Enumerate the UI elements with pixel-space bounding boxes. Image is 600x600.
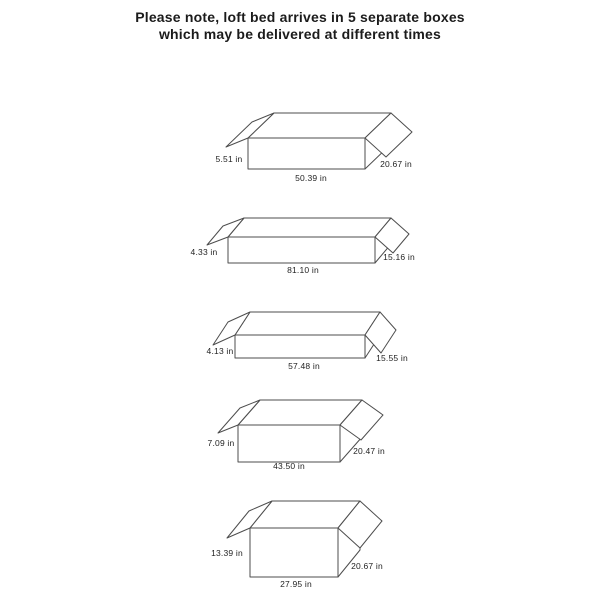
box-4-height-label: 7.09 in bbox=[207, 438, 235, 448]
box-5-front-face bbox=[250, 528, 338, 577]
box-2-illustration bbox=[191, 218, 415, 275]
box-1-depth-label: 20.67 in bbox=[380, 159, 412, 169]
box-3-depth-label: 15.55 in bbox=[376, 353, 408, 363]
box-5-illustration bbox=[211, 501, 383, 589]
box-3-top-opening bbox=[235, 312, 380, 335]
box-3-height-label: 4.13 in bbox=[206, 346, 234, 356]
box-2-depth-label: 15.16 in bbox=[383, 252, 415, 262]
box-1-illustration bbox=[216, 113, 412, 183]
box-2-front-face bbox=[228, 237, 375, 263]
title-line-1: Please note, loft bed arrives in 5 separate boxes bbox=[135, 9, 465, 25]
box-5-depth-label: 20.67 in bbox=[351, 561, 383, 571]
box-4-illustration bbox=[208, 400, 385, 471]
box-3-front-face bbox=[235, 335, 365, 358]
title-line-2: which may be delivered at different times bbox=[158, 26, 442, 42]
box-1-length-label: 50.39 in bbox=[295, 173, 327, 183]
box-2-length-label: 81.10 in bbox=[287, 265, 319, 275]
box-4-depth-label: 20.47 in bbox=[353, 446, 385, 456]
box-4-length-label: 43.50 in bbox=[273, 461, 305, 471]
box-3-illustration bbox=[207, 312, 408, 371]
box-3-length-label: 57.48 in bbox=[288, 361, 320, 371]
box-1-height-label: 5.51 in bbox=[215, 154, 243, 164]
box-2-height-label: 4.33 in bbox=[190, 247, 218, 257]
box-2-top-opening bbox=[228, 218, 391, 237]
box-5-length-label: 27.95 in bbox=[280, 579, 312, 589]
box-4-front-face bbox=[238, 425, 340, 462]
box-1-front-face bbox=[248, 138, 365, 169]
box-5-height-label: 13.39 in bbox=[211, 548, 243, 558]
